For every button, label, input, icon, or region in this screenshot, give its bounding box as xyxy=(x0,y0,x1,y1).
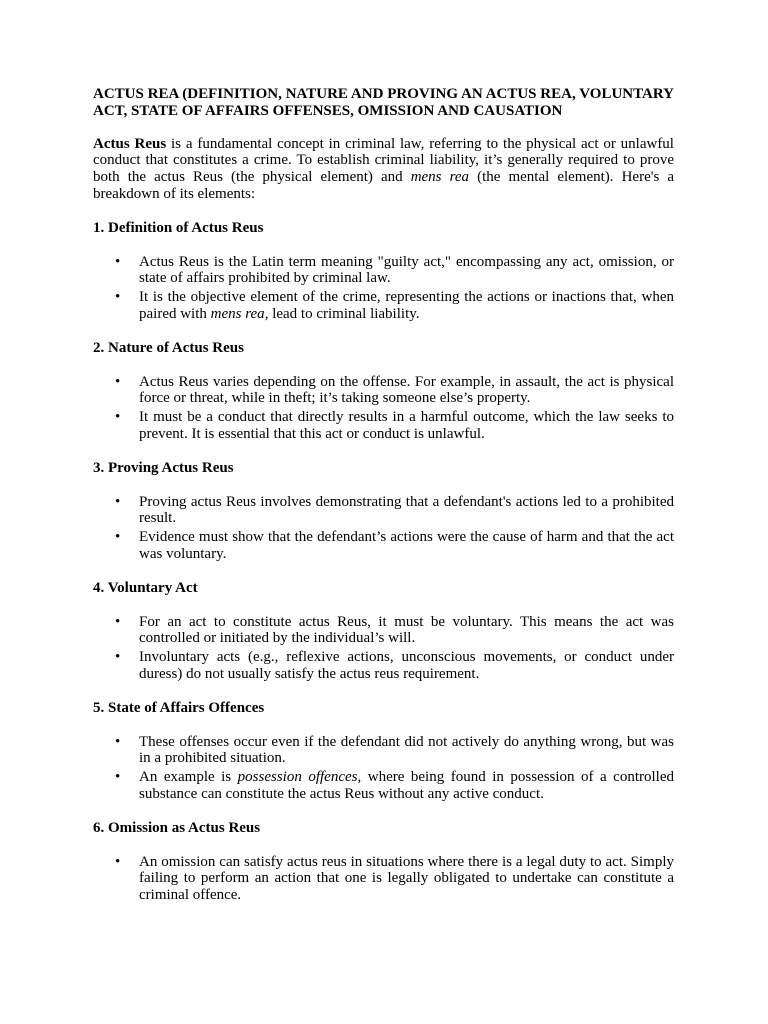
bullet-icon: • xyxy=(115,289,121,306)
list-item-text: These offenses occur even if the defendant did not actively do anything wrong, but was in a prohibited situation. xyxy=(139,733,674,767)
list-item xyxy=(93,494,674,528)
intro-text-b: (the mental element). Here's a breakdown of its elements: xyxy=(93,169,674,202)
section-heading-proving: 3. Proving Actus Reus xyxy=(93,459,234,476)
bullet-icon: • xyxy=(115,493,121,510)
bullet-list-proving xyxy=(93,494,674,563)
list-item xyxy=(93,529,674,563)
list-item-text: Actus Reus is the Latin term meaning "guilty act," encompassing any act, omission, or state of affairs prohibited by criminal law. xyxy=(139,253,674,287)
bullet-icon: • xyxy=(115,253,121,270)
list-item-text: It is the objective element of the crime, representing the actions or inactions that, when paired with xyxy=(139,289,674,322)
document-title: ACTUS REA (DEFINITION, NATURE AND PROVING AN ACTUS REA, VOLUNTARY ACT, STATE OF AFFAIRS OFFENSES, OMISSION AND CAUSATION xyxy=(93,86,674,119)
list-item xyxy=(93,254,674,288)
list-item-text: An omission can satisfy actus reus in situations where there is a legal duty to act. Simply failing to perform an action that one is legally obligated to undertake can constitute a criminal offence. xyxy=(139,853,674,904)
bullet-icon: • xyxy=(115,613,121,630)
list-item-text: An example is xyxy=(139,769,238,786)
bullet-icon: • xyxy=(115,649,121,666)
list-item-emphasis: mens rea xyxy=(210,305,265,322)
bullet-icon: • xyxy=(115,409,121,426)
bullet-list-voluntary-act xyxy=(93,614,674,683)
bullet-list-definition xyxy=(93,254,674,323)
list-item-text: , where being found in possession of a controlled substance can constitute the actus Reus without any active conduct. xyxy=(139,769,674,802)
bullet-list-nature xyxy=(93,374,674,443)
list-item xyxy=(93,409,674,443)
list-item-text: Involuntary acts (e.g., reflexive actions, unconscious movements, or conduct under duress) do not usually satisfy the actus reus requirement. xyxy=(139,649,674,682)
bullet-icon: • xyxy=(115,769,121,786)
bullet-icon: • xyxy=(115,853,121,870)
list-item-text: Actus Reus varies depending on the offense. For example, in assault, the act is physical force or threat, while in theft; it’s taking someone else’s property. xyxy=(139,373,674,407)
list-item xyxy=(93,614,674,648)
list-item-text: Proving actus Reus involves demonstrating that a defendant's actions led to a prohibited result. xyxy=(139,493,674,527)
bullet-icon: • xyxy=(115,529,121,546)
list-item-text: Evidence must show that the defendant’s actions were the cause of harm and that the act was voluntary. xyxy=(139,529,674,562)
section-heading-omission: 6. Omission as Actus Reus xyxy=(93,819,261,836)
list-item-text: , lead to criminal liability. xyxy=(264,305,420,322)
document-body xyxy=(93,86,674,921)
bullet-icon: • xyxy=(115,373,121,390)
intro-term: Actus Reus xyxy=(93,135,167,152)
list-item xyxy=(93,769,674,803)
list-item xyxy=(93,734,674,768)
list-item xyxy=(93,649,674,683)
intro-paragraph xyxy=(93,136,674,203)
list-item-text: For an act to constitute actus Reus, it must be voluntary. This means the act was controlled or initiated by the individual’s will. xyxy=(139,613,674,647)
list-item xyxy=(93,854,674,904)
section-heading-definition: 1. Definition of Actus Reus xyxy=(93,219,264,236)
list-item xyxy=(93,289,674,323)
bullet-list-state-of-affairs xyxy=(93,734,674,803)
intro-mens-rea: mens rea xyxy=(410,169,470,186)
intro-text-a: is a fundamental concept in criminal law, referring to the physical act or unlawful conduct that constitutes a crime. To establish criminal liability, it’s generally required to prove both the actus Reus (the physical element) and xyxy=(93,135,674,186)
section-heading-voluntary-act: 4. Voluntary Act xyxy=(93,579,198,596)
section-heading-nature: 2. Nature of Actus Reus xyxy=(93,339,244,356)
list-item xyxy=(93,374,674,408)
bullet-list-omission xyxy=(93,854,674,904)
list-item-text: It must be a conduct that directly results in a harmful outcome, which the law seeks to prevent. It is essential that this act or conduct is unlawful. xyxy=(139,409,674,442)
section-heading-state-of-affairs: 5. State of Affairs Offences xyxy=(93,699,265,716)
list-item-emphasis: possession offences xyxy=(237,769,358,786)
bullet-icon: • xyxy=(115,733,121,750)
